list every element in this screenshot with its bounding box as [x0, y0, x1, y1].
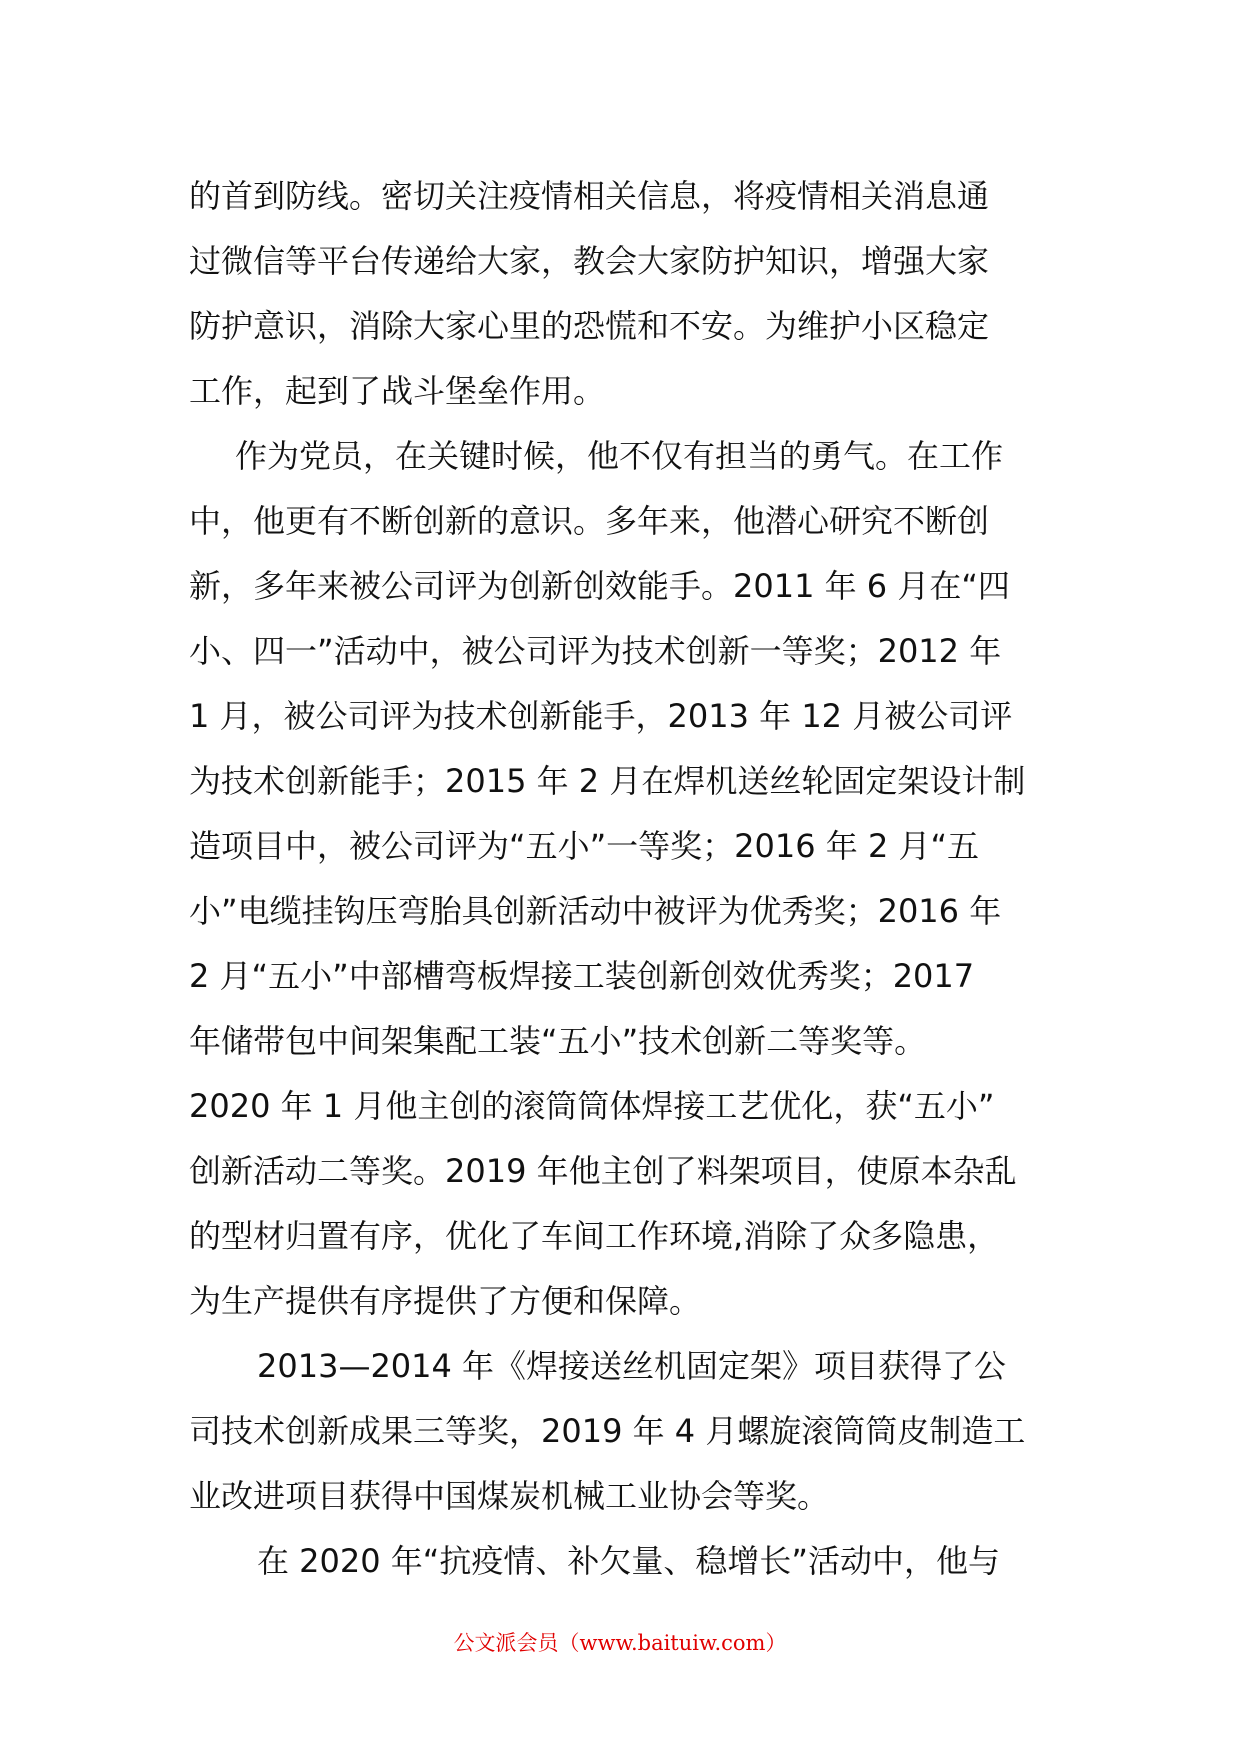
text-line: 在 2020 年“抗疫情、补欠量、稳增长”活动中，他与 — [257, 1542, 1000, 1580]
text-line: 造项目中，被公司评为“五小”一等奖；2016 年 2 月“五 — [189, 827, 980, 865]
text-line: 的型材归置有序，优化了车间工作环境,消除了众多隐患， — [189, 1217, 1000, 1255]
text-line: 2 月“五小”中部槽弯板焊接工装创新创效优秀奖；2017 — [189, 957, 975, 995]
text-line: 防护意识，消除大家心里的恐慌和不安。为维护小区稳定 — [189, 307, 990, 345]
text-line: 为生产提供有序提供了方便和保障。 — [189, 1282, 702, 1320]
text-line: 小、四一”活动中，被公司评为技术创新一等奖；2012 年 — [189, 632, 1002, 670]
text-line: 过微信等平台传递给大家，教会大家防护知识，增强大家 — [189, 242, 990, 280]
text-line: 新，多年来被公司评为创新创效能手。2011 年 6 月在“四 — [189, 567, 1010, 605]
text-line: 业改进项目获得中国煤炭机械工业协会等奖。 — [189, 1477, 830, 1515]
text-line: 小”电缆挂钩压弯胎具创新活动中被评为优秀奖；2016 年 — [189, 892, 1002, 930]
text-line: 司技术创新成果三等奖，2019 年 4 月螺旋滚筒筒皮制造工 — [189, 1412, 1026, 1450]
footer-watermark: 公文派会员（www.baituiw.com） — [453, 1631, 787, 1655]
text-line: 的首到防线。密切关注疫情相关信息，将疫情相关消息通 — [189, 177, 990, 215]
text-line: 1 月，被公司评为技术创新能手，2013 年 12 月被公司评 — [189, 697, 1013, 735]
text-line: 中，他更有不断创新的意识。多年来，他潜心研究不断创 — [189, 502, 990, 540]
text-line: 为技术创新能手；2015 年 2 月在焊机送丝轮固定架设计制 — [189, 762, 1026, 800]
text-line: 2020 年 1 月他主创的滚筒筒体焊接工艺优化，获“五小” — [189, 1087, 995, 1125]
text-line: 作为党员，在关键时候，他不仅有担当的勇气。在工作 — [235, 437, 1004, 475]
text-line: 年储带包中间架集配工装“五小”技术创新二等奖等。 — [189, 1022, 927, 1060]
document-body — [189, 164, 1060, 1594]
text-line: 创新活动二等奖。2019 年他主创了料架项目，使原本杂乱 — [189, 1152, 1017, 1190]
text-line: 工作，起到了战斗堡垒作用。 — [189, 372, 606, 410]
text-line: 2013—2014 年《焊接送丝机固定架》项目获得了公 — [257, 1347, 1007, 1385]
